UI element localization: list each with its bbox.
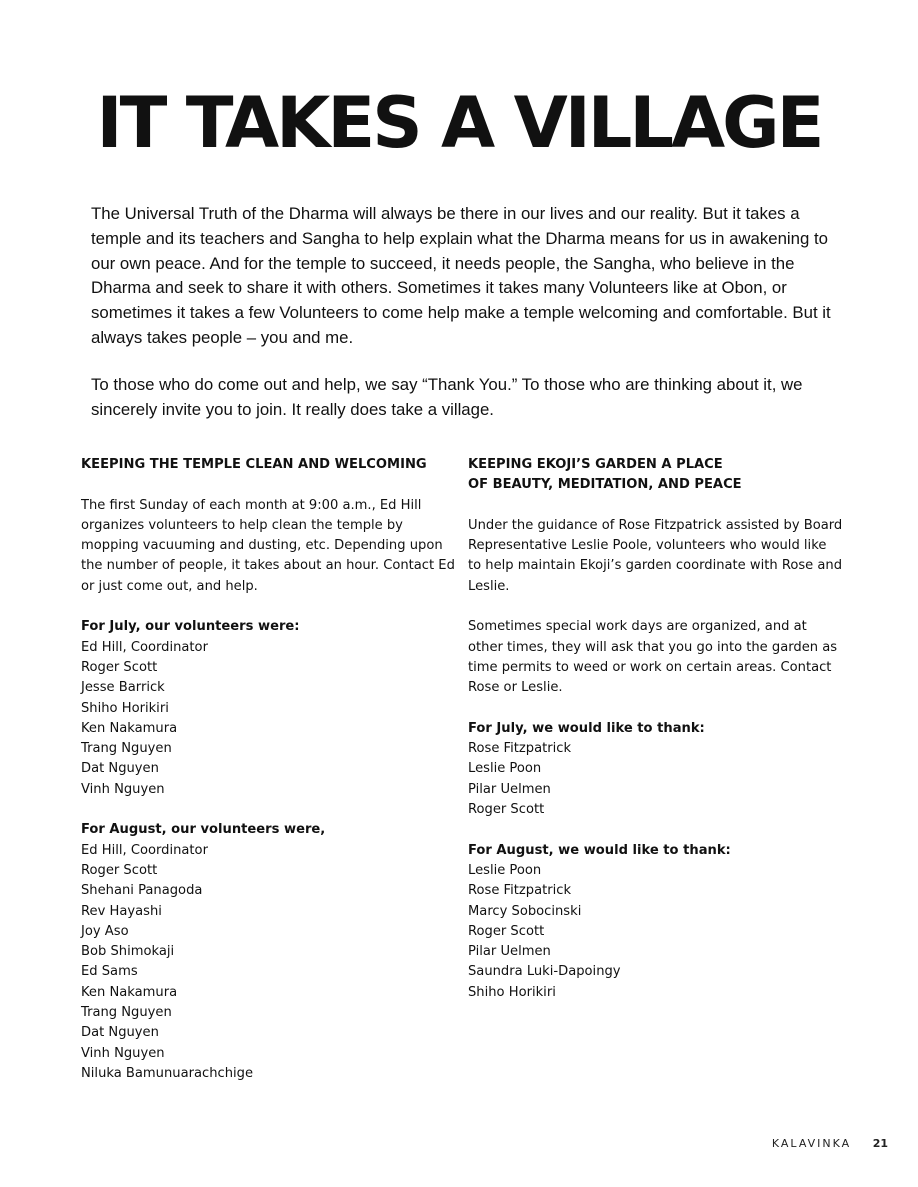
publication-name: KALAVINKA (771, 1137, 852, 1150)
spacer (468, 820, 843, 840)
name-list-item: Rev Hayashi (81, 903, 162, 919)
name-list-item: Vinh Nguyen (81, 1045, 165, 1061)
spacer (468, 496, 843, 516)
garden-description-2: Sometimes special work days are organized, and at other times, they will ask that you go into the garden as time permits to weed or work on certain areas. Contact Rose or Leslie. (468, 619, 838, 696)
name-list-item: Saundra Luki-Dapoingy (468, 964, 621, 980)
name-list-item: Ed Hill, Coordinator (81, 639, 208, 655)
name-list-item: Ed Sams (81, 964, 138, 980)
name-list-item: Roger Scott (468, 802, 545, 818)
name-list-item: Shiho Horikiri (81, 700, 169, 716)
spacer (468, 699, 843, 719)
name-list-item: Trang Nguyen (81, 1005, 172, 1021)
august-thanks-list (468, 861, 843, 1003)
name-list-item: Shehani Panagoda (81, 883, 203, 899)
intro-section (91, 202, 836, 444)
garden-heading-line-2: OF BEAUTY, MEDITATION, AND PEACE (468, 477, 742, 493)
spacer (81, 800, 456, 820)
garden-section (468, 455, 843, 1003)
name-list-item: Shiho Horikiri (468, 984, 556, 1000)
spacer (81, 597, 456, 617)
page-number: 21 (872, 1137, 888, 1150)
name-list-item: Niluka Bamunuarachchige (81, 1065, 253, 1081)
name-list-item: Rose Fitzpatrick (468, 883, 572, 899)
temple-cleaning-heading: KEEPING THE TEMPLE CLEAN AND WELCOMING (81, 457, 427, 472)
name-list-item: Pilar Uelmen (468, 944, 551, 960)
garden-description-1: Under the guidance of Rose Fitzpatrick assisted by Board Representative Leslie Poole, volunteers who would like to help maintain Ekoji’s garden coordinate with Rose and Leslie. (468, 517, 843, 594)
temple-cleaning-description: The first Sunday of each month at 9:00 a.m., Ed Hill organizes volunteers to help clean the temple by mopping vacuuming and dusting, etc. Depending upon the number of people, it takes about an hour. Contact Ed or just come out, and help. (81, 497, 455, 594)
name-list-item: Ed Hill, Coordinator (81, 842, 208, 858)
july-volunteers-list (81, 638, 456, 800)
intro-paragraph-2: To those who do come out and help, we say “Thank You.” To those who are thinking about it, we sincerely invite you to join. It really does take a village. (91, 374, 803, 419)
name-list-item: Rose Fitzpatrick (468, 741, 572, 757)
name-list-item: Trang Nguyen (81, 741, 172, 757)
page-footer (772, 1137, 888, 1150)
name-list-item: Pilar Uelmen (468, 781, 551, 797)
spacer (468, 597, 843, 617)
name-list-item: Roger Scott (81, 659, 158, 675)
july-thanks-list (468, 739, 843, 820)
july-volunteers-label: For July, our volunteers were: (81, 619, 300, 635)
name-list-item: Bob Shimokaji (81, 944, 175, 960)
august-volunteers-list (81, 841, 456, 1085)
august-thanks-label: For August, we would like to thank: (468, 842, 731, 858)
july-thanks-label: For July, we would like to thank: (468, 720, 705, 736)
name-list-item: Ken Nakamura (81, 984, 178, 1000)
name-list-item: Leslie Poon (468, 862, 542, 878)
name-list-item: Ken Nakamura (81, 720, 178, 736)
name-list-item: Roger Scott (81, 862, 158, 878)
name-list-item: Vinh Nguyen (81, 781, 165, 797)
name-list-item: Joy Aso (81, 923, 129, 939)
name-list-item: Dat Nguyen (81, 761, 159, 777)
name-list-item: Dat Nguyen (81, 1025, 159, 1041)
intro-paragraph-1: The Universal Truth of the Dharma will always be there in our lives and our reality. But it takes a temple and its teachers and Sangha to help explain what the Dharma means for us in awakening to our own peace. And for the temple to succeed, it needs people, the Sangha, who believe in the Dharma and seek to share it with others. Sometimes it takes many Volunteers like at Obon, or sometimes it takes a few Volunteers to come help make a temple welcoming and comfortable. But it always takes people – you and me. (91, 204, 831, 347)
garden-heading-line-1: KEEPING EKOJI’S GARDEN A PLACE (468, 457, 723, 472)
name-list-item: Jesse Barrick (81, 680, 165, 696)
august-volunteers-label: For August, our volunteers were, (81, 822, 326, 838)
name-list-item: Leslie Poon (468, 761, 542, 777)
page-title: IT TAKES A VILLAGE (96, 82, 822, 164)
name-list-item: Roger Scott (468, 923, 545, 939)
spacer (81, 475, 456, 495)
temple-cleaning-section (81, 455, 456, 1084)
name-list-item: Marcy Sobocinski (468, 903, 582, 919)
